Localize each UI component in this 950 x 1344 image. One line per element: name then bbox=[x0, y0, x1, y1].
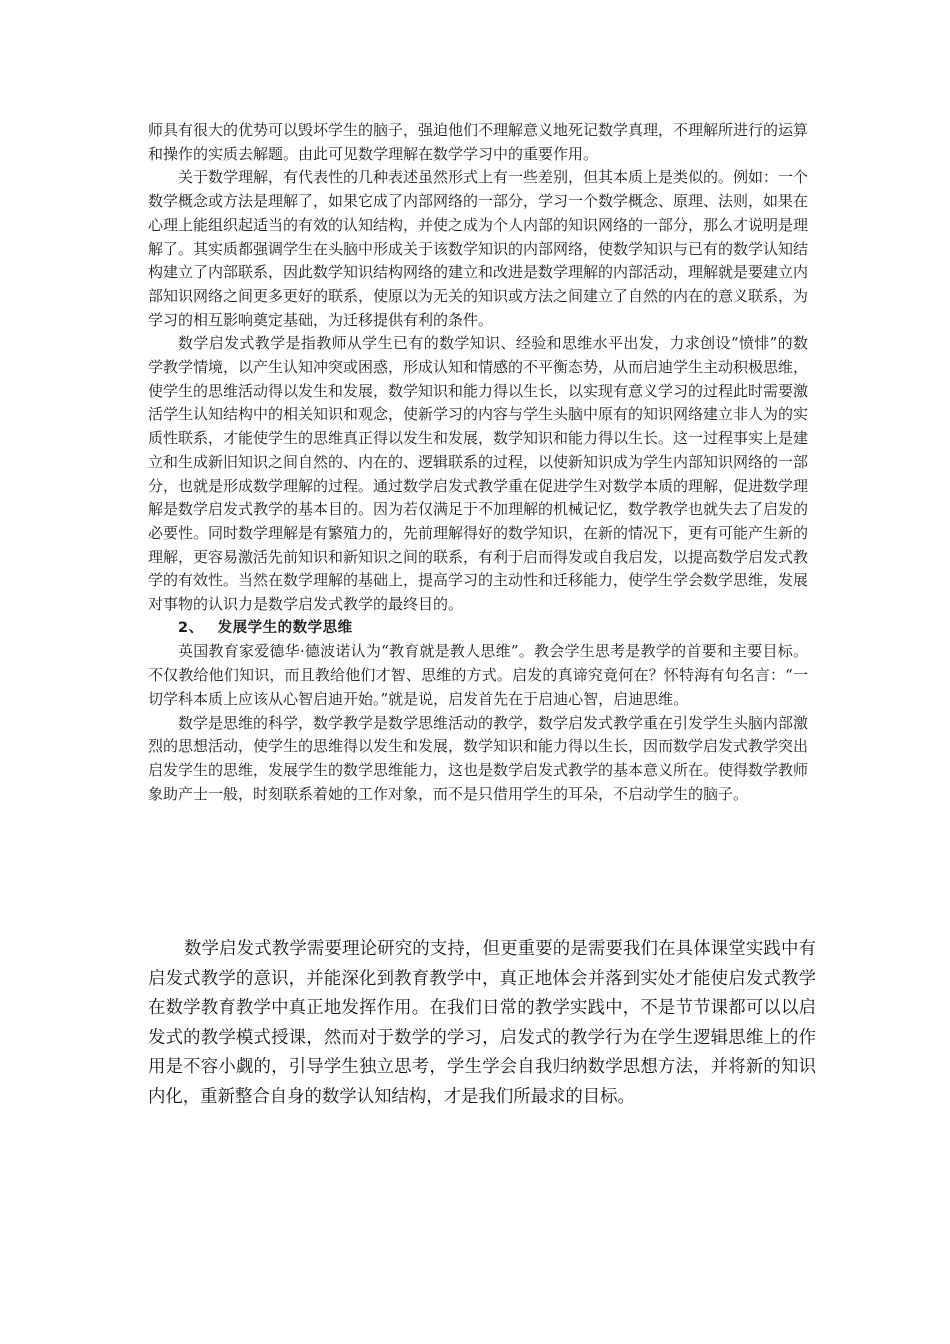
paragraph-de-bono: 英国教育家爱德华·德波诺认为“教育就是教人思维”。教会学生思考是教学的首要和主要目标。不仅教给他们知识，而且教给他们才智、思维的方式。启发的真谛究竟何在？怀特海有句名言：“一切学科本质上应该从心智启迪开始。”就是说，启发首先在于启迪心智，启迪思维。 bbox=[148, 642, 808, 708]
paragraph-continuation: 师具有很大的优势可以毁坏学生的脑子，强迫他们不理解意义地死记数学真理，不理解所进行的运算和操作的实质去解题。由此可见数学理解在数学学习中的重要作用。 bbox=[148, 121, 809, 163]
document-body bbox=[148, 119, 808, 806]
closing-paragraph: 数学启发式教学需要理论研究的支持，但更重要的是需要我们在具体课堂实践中有启发式教学的意识，并能深化到教育教学中，真正地体会并落到实处才能使启发式教学在数学教育教学中真正地发挥作用。在我们日常的教学实践中，不是节节课都可以以启发式的教学模式授课，然而对于数学的学习，启发式的教学行为在学生逻辑思维上的作用是不容小觑的，引导学生独立思考，学生学会自我归纳数学思想方法，并将新的知识内化，重新整合自身的数学认知结构，才是我们所最求的目标。 bbox=[148, 939, 816, 1107]
section-title: 发展学生的数学思维 bbox=[217, 619, 353, 636]
section-heading bbox=[148, 617, 808, 641]
paragraph-math-understanding: 关于数学理解，有代表性的几种表述虽然形式上有一些差别，但其本质上是类似的。例如：一个数学概念或方法是理解了，如果它成了内部网络的一部分，学习一个数学概念、原理、法则，如果在心理上能组织起适当的有效的认知结构，并使之成为个人内部的知识网络的一部分，那么才说明是理解了。其实质都强调学生在头脑中形成关于该数学知识的内部网络，使数学知识与已有的数学认知结构建立了内部联系，因此数学知识结构网络的建立和改进是数学理解的内部活动，理解就是要建立内部知识网络之间更多更好的联系，使原以为无关的知识或方法之间建立了自然的内在的意义联系，为学习的相互影响奠定基础，为迁移提供有利的条件。 bbox=[148, 168, 809, 329]
section-number: 2、 bbox=[178, 619, 204, 636]
paragraph-thinking-science: 数学是思维的科学，数学教学是数学思维活动的教学，数学启发式教学重在引发学生头脑内部激烈的思想活动，使学生的思维得以发生和发展，数学知识和能力得以生长，因而数学启发式教学突出启发学生的思维，发展学生的数学思维能力，这也是数学启发式教学的基本意义所在。使得数学教师象助产士一般，时刻联系着她的工作对象，而不是只借用学生的耳朵，不启动学生的脑子。 bbox=[148, 713, 809, 803]
paragraph-heuristic-teaching: 数学启发式教学是指教师从学生已有的数学知识、经验和思维水平出发，力求创设“愤悱”的数学教学情境，以产生认知冲突或困惑，形成认知和情感的不平衡态势，从而启迪学生主动积极思维，使学生的思维活动得以发生和发展，数学知识和能力得以生长，以实现有意义学习的过程此时需要激活学生认知结构中的相关知识和观念，使新学习的内容与学生头脑中原有的知识网络建立非人为的实质性联系，才能使学生的思维真正得以发生和发展，数学知识和能力得以生长。这一过程事实上是建立和生成新旧知识之间自然的、内在的、逻辑联系的过程，以使新知识成为学生内部知识网络的一部分，也就是形成数学理解的过程。通过数学启发式教学重在促进学生对数学本质的理解，促进数学理解是数学启发式教学的基本目的。因为若仅满足于不加理解的机械记忆，数学教学也就失去了启发的必要性。同时数学理解是有繁殖力的，先前理解得好的数学知识，在新的情况下，更有可能产生新的理解，更容易激活先前知识和新知识之间的联系，有利于启而得发或自我启发，以提高数学启发式教学的有效性。当然在数学理解的基础上，提高学习的主动性和迁移能力，使学生学会数学思维，发展对事物的认识力是数学启发式教学的最终目的。 bbox=[148, 334, 809, 614]
